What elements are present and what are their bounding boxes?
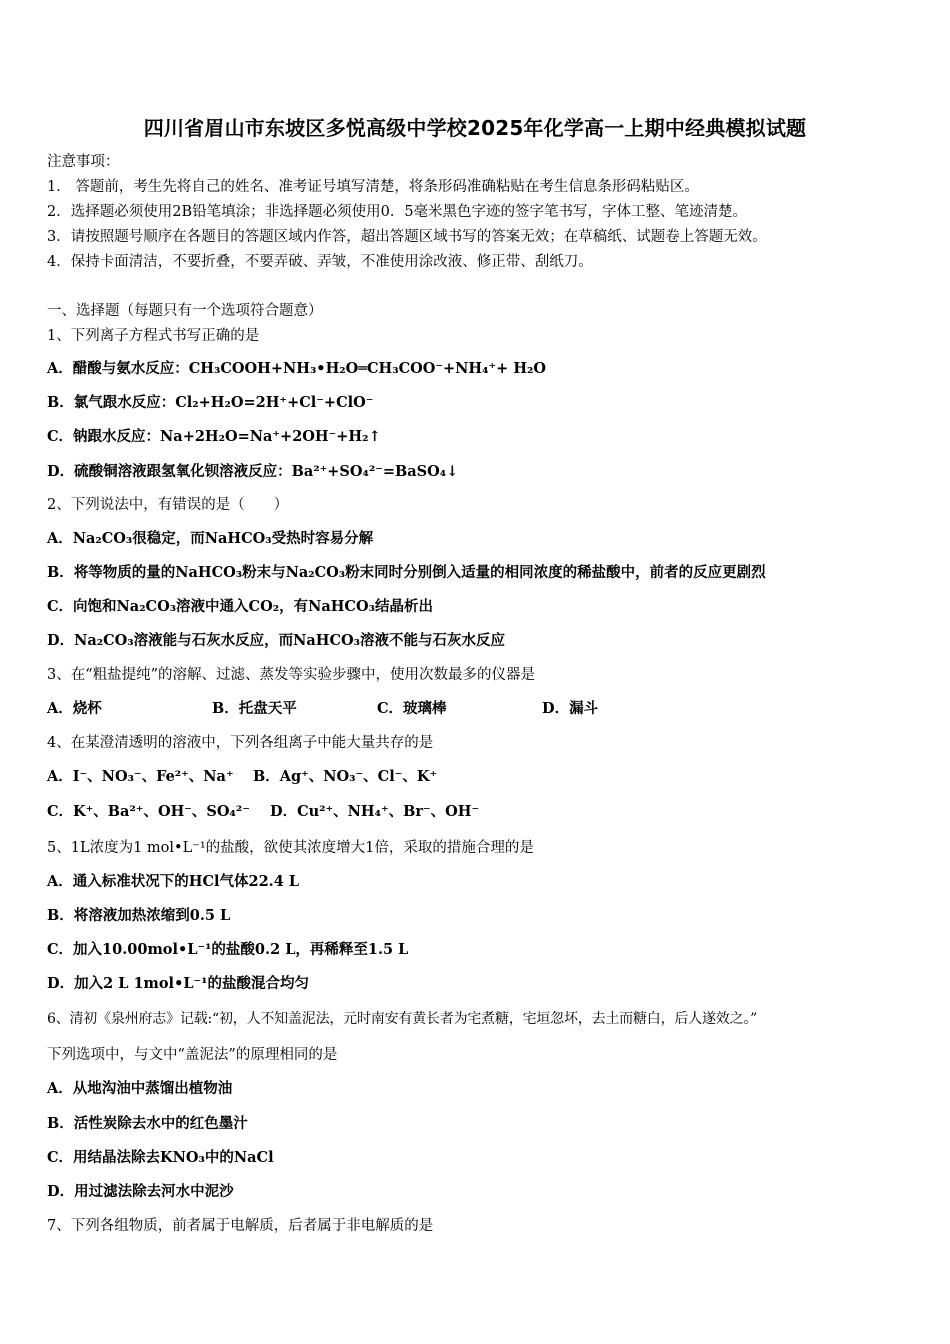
q7-stem: 7、下列各组物质，前者属于电解质，后者属于非电解质的是 [47, 1218, 434, 1234]
notice-item-3: 3．请按照题号顺序在各题目的答题区域内作答，超出答题区域书写的答案无效；在草稿纸、试题卷上答题无效。 [47, 229, 767, 245]
page-title: 四川省眉山市东坡区多悦高级中学校2025年化学高一上期中经典模拟试题 [143, 116, 807, 140]
section-heading: 一、选择题（每题只有一个选项符合题意） [47, 303, 323, 319]
q5-option-c: C．加入10.00mol•L⁻¹的盐酸0.2 L，再稀释至1.5 L [47, 941, 409, 958]
notice-item-2: 2．选择题必须使用2B铅笔填涂；非选择题必须使用0．5毫米黑色字迹的签字笔书写，字体工整、笔迹清楚。 [47, 204, 748, 220]
q5-option-a: A．通入标准状况下的HCl气体22.4 L [47, 873, 300, 890]
notice-item-4: 4．保持卡面清洁，不要折叠，不要弄破、弄皱，不准使用涂改液、修正带、刮纸刀。 [47, 254, 593, 270]
q5-stem: 5、1L浓度为1 mol•L⁻¹的盐酸，欲使其浓度增大1倍，采取的措施合理的是 [47, 840, 534, 856]
q4-option-c: C．K⁺、Ba²⁺、OH⁻、SO₄²⁻ [47, 803, 250, 820]
q2-option-a: A．Na₂CO₃很稳定，而NaHCO₃受热时容易分解 [47, 530, 374, 547]
q1-option-c: C．钠跟水反应：Na+2H₂O=Na⁺+2OH⁻+H₂↑ [47, 428, 381, 445]
q5-option-d: D．加入2 L 1mol•L⁻¹的盐酸混合均匀 [47, 975, 310, 992]
q2-stem: 2、下列说法中，有错误的是（ ） [47, 497, 289, 513]
q4-option-b: B．Ag⁺、NO₃⁻、Cl⁻、K⁺ [253, 768, 438, 785]
q5-option-b: B．将溶液加热浓缩到0.5 L [47, 907, 231, 924]
q2-option-d: D．Na₂CO₃溶液能与石灰水反应，而NaHCO₃溶液不能与石灰水反应 [47, 632, 505, 649]
q6-option-b: B．活性炭除去水中的红色墨汁 [47, 1115, 248, 1132]
q1-option-b: B．氯气跟水反应：Cl₂+H₂O=2H⁺+Cl⁻+ClO⁻ [47, 394, 374, 411]
q4-option-d: D．Cu²⁺、NH₄⁺、Br⁻、OH⁻ [270, 803, 480, 820]
q3-option-a: A．烧杯 [47, 700, 102, 717]
q6-option-a: A．从地沟油中蒸馏出植物油 [47, 1080, 233, 1097]
q3-option-d: D．漏斗 [542, 700, 599, 717]
q1-stem: 1、下列离子方程式书写正确的是 [47, 328, 260, 344]
q6-option-c: C．用结晶法除去KNO₃中的NaCl [47, 1149, 274, 1166]
q2-option-b: B．将等物质的量的NaHCO₃粉末与Na₂CO₃粉末同时分别倒入适量的相同浓度的稀盐酸中，前者的反应更剧烈 [47, 564, 766, 581]
q6-stem-continued: 下列选项中，与文中“盖泥法”的原理相同的是 [47, 1047, 338, 1063]
notice-item-1: 1． 答题前，考生先将自己的姓名、准考证号填写清楚，将条形码准确粘贴在考生信息条形码粘贴区。 [47, 179, 699, 195]
q1-option-a: A．醋酸与氨水反应：CH₃COOH+NH₃•H₂O═CH₃COO⁻+NH₄⁺+ H₂O [47, 360, 547, 377]
q6-option-d: D．用过滤法除去河水中泥沙 [47, 1183, 234, 1200]
q4-stem: 4、在某澄清透明的溶液中，下列各组离子中能大量共存的是 [47, 735, 434, 751]
q3-option-b: B．托盘天平 [212, 700, 297, 717]
q2-option-c: C．向饱和Na₂CO₃溶液中通入CO₂，有NaHCO₃结晶析出 [47, 598, 433, 615]
notice-header: 注意事项： [47, 154, 120, 170]
q6-stem: 6、清初《泉州府志》记载:“初，人不知盖泥法，元时南安有黄长者为宅煮糖，宅垣忽坏，去土而糖白，后人遂效之。” [47, 1011, 758, 1027]
q3-stem: 3、在“粗盐提纯”的溶解、过滤、蒸发等实验步骤中，使用次数最多的仪器是 [47, 667, 536, 683]
q3-option-c: C．玻璃棒 [377, 700, 447, 717]
q4-option-a: A．I⁻、NO₃⁻、Fe²⁺、Na⁺ [47, 768, 234, 785]
q1-option-d: D．硫酸铜溶液跟氢氧化钡溶液反应：Ba²⁺+SO₄²⁻=BaSO₄↓ [47, 463, 459, 480]
